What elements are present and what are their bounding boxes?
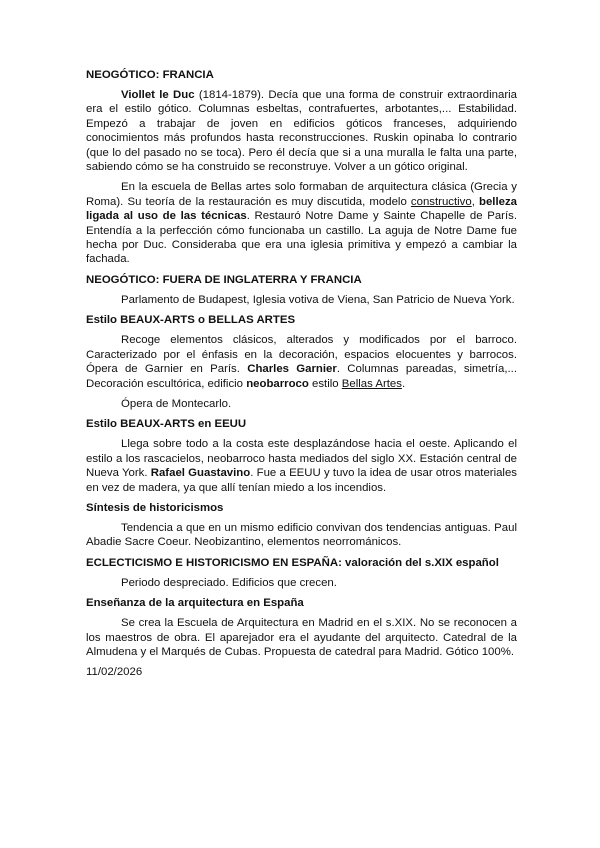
section-heading: NEOGÓTICO: FUERA DE INGLATERRA Y FRANCIA	[86, 273, 362, 286]
section-sintesis	[86, 501, 517, 550]
paragraph-text: .	[401, 377, 406, 390]
section-heading: ECLECTICISMO E HISTORICISMO EN ESPAÑA: valoración del s.XIX español	[86, 556, 499, 569]
section-neogotico-francia	[86, 68, 517, 267]
section-beaux-arts	[86, 313, 517, 411]
section-beaux-arts-eeuu	[86, 417, 517, 495]
section-heading: NEOGÓTICO: FRANCIA	[86, 69, 214, 81]
paragraph-text: En la escuela de Bellas artes solo formaban de arquitectura clásica (Grecia y Roma). Su teoría de la restauración es muy discutida, modelo	[86, 181, 517, 208]
bold-name: Rafael Guastavino	[150, 467, 251, 480]
paragraph-text: (1814-1879). Decía que una forma de construir extraordinaria era el estilo gótico. Columnas esbeltas, contrafuertes, arbotantes,... Estabilidad. Empezó a trabajar de joven en edificios góticos franceses, adquiriendo conocimientos más profundos hasta reconstrucciones. Ruskin opinaba lo contrario (que lo del pasado no se toca). Pero él decía que si a una muralla le falta una parte, sabiendo cómo se ha construido se reconstruye. Volver a un gótico original.	[86, 89, 517, 174]
paragraph-text: . Fue a EEUU y tuvo la idea de usar otros materiales en vez de madera, ya que allí tenían miedo a los incendios.	[86, 467, 517, 494]
underlined-term: constructivo	[410, 195, 472, 208]
underlined-term: Bellas Artes	[341, 377, 402, 390]
section-eclecticismo	[86, 556, 517, 590]
bold-term: neobarroco	[246, 377, 309, 390]
paragraph-text: . Restauró Notre Dame y Sainte Chapelle de París. Entendía a la perfección cómo funcionaba un castillo. La aguja de Notre Dame fue hecha por Duc. Consideraba que era una iglesia primitiva y empezó a cambiar la fachada.	[86, 210, 517, 266]
section-heading: Enseñanza de la arquitectura en España	[86, 597, 304, 610]
section-ensenanza	[86, 596, 517, 659]
section-heading: Estilo BEAUX-ARTS en EEUU	[86, 418, 247, 431]
paragraph-text: Recoge elementos clásicos, alterados y modificados por el barroco. Caracterizado por el énfasis en la decoración, espacios elocuentes y barrocos. Ópera de Garnier en París.	[86, 334, 517, 376]
section-heading: Estilo BEAUX-ARTS o BELLAS ARTES	[86, 314, 296, 327]
section-heading: Síntesis de historicismos	[86, 501, 224, 514]
paragraph-text: ,	[471, 195, 479, 208]
paragraph-text: estilo	[308, 377, 342, 390]
paragraph: Parlamento de Budapest, Iglesia votiva de Viena, San Patricio de Nueva York.	[121, 293, 515, 306]
paragraph	[86, 333, 517, 391]
bold-phrase: belleza ligada al uso de las técnicas	[86, 195, 517, 223]
paragraph-text: Llega sobre todo a la costa este desplazándose hacia el oeste. Aplicando el estilo a los rascacielos, neobarroco hasta mediados del siglo XX. Estación central de Nueva York.	[86, 438, 517, 480]
bold-name: Charles Garnier	[247, 363, 337, 376]
paragraph: Ópera de Montecarlo.	[121, 397, 232, 410]
paragraph	[86, 88, 517, 174]
bold-name: Viollet le Duc	[121, 89, 195, 101]
paragraph	[86, 180, 517, 266]
paragraph: Tendencia a que en un mismo edificio convivan dos tendencias antiguas. Paul Abadie Sacre Coeur. Neobizantino, elementos neorrománicos.	[86, 521, 517, 549]
section-neogotico-fuera	[86, 273, 517, 307]
paragraph: Periodo despreciado. Edificios que crecen.	[121, 576, 337, 589]
paragraph	[86, 437, 517, 495]
paragraph: Se crea la Escuela de Arquitectura en Madrid en el s.XIX. No se reconocen a los maestros de obra. El aparejador era el ayudante del arquitecto. Catedral de la Almudena y el Marqués de Cubas. Propuesta de catedral para Madrid. Gótico 100%.	[86, 617, 517, 658]
footer-date: 11/02/2026	[86, 666, 143, 679]
paragraph-text: . Columnas pareadas, simetría,... Decoración escultórica, edificio	[86, 363, 517, 390]
